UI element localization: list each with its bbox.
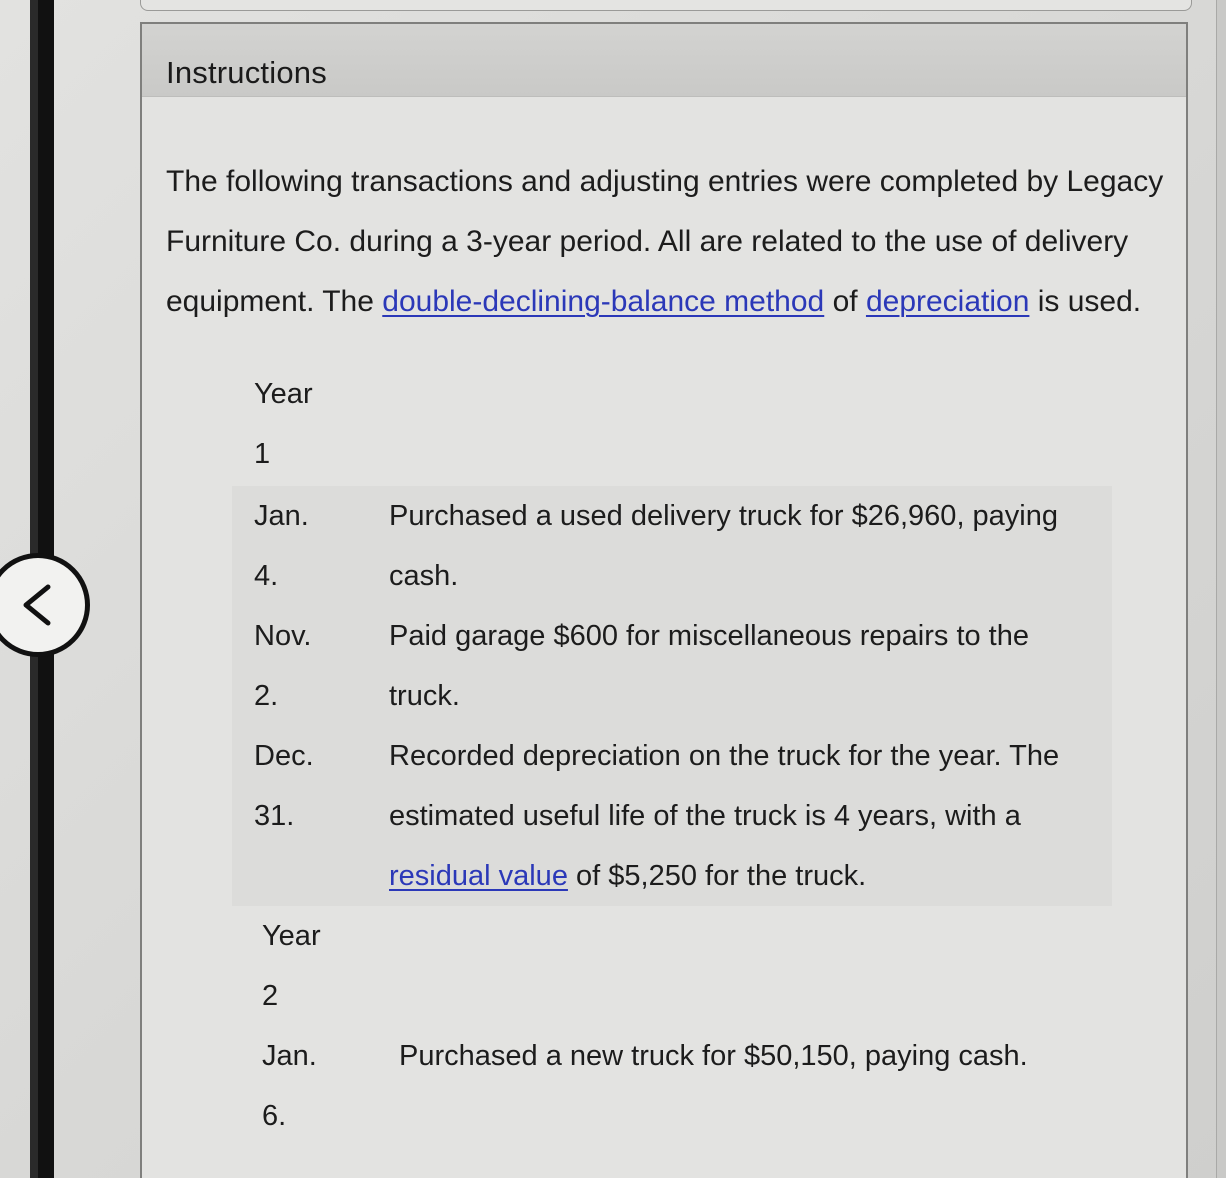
year-1-transactions <box>232 486 1112 906</box>
intro-text-1: The following transactions and adjusting entries were completed by Legacy Furniture Co. during a 3-year period. All are related to the use of delivery equipment. The <box>166 165 1164 318</box>
table-row <box>232 1026 1112 1146</box>
transaction-date <box>254 486 389 606</box>
intro-paragraph <box>166 152 1176 332</box>
date-month: Dec. <box>254 740 314 772</box>
description-line: cash. <box>389 560 459 592</box>
panel-title: Instructions <box>166 55 327 90</box>
description-line: estimated useful life of the truck is 4 years, with a <box>389 800 1021 832</box>
date-month: Jan. <box>262 1040 317 1072</box>
transaction-date <box>262 1026 399 1146</box>
transaction-date <box>254 726 389 906</box>
intro-text-3: is used. <box>1029 285 1142 318</box>
transactions-table <box>232 364 1112 1146</box>
description-line: Recorded depreciation on the truck for the year. The <box>389 740 1060 772</box>
date-day: 6. <box>262 1100 287 1132</box>
date-day: 4. <box>254 560 279 592</box>
year-1-label <box>232 364 1112 484</box>
transaction-date <box>254 606 389 726</box>
date-month: Nov. <box>254 620 312 652</box>
description-line: Purchased a new truck for $50,150, paying cash. <box>399 1040 1028 1072</box>
description-line: Purchased a used delivery truck for $26,960, paying <box>389 500 1059 532</box>
chevron-left-icon <box>18 583 58 627</box>
date-day: 2. <box>254 680 279 712</box>
top-frame <box>140 0 1192 11</box>
transaction-description <box>389 486 1112 606</box>
description-line: truck. <box>389 680 460 712</box>
right-edge <box>1216 0 1226 1178</box>
transaction-description <box>389 726 1112 906</box>
back-button[interactable] <box>0 553 90 657</box>
transaction-description <box>389 606 1112 726</box>
residual-value-link[interactable]: residual value <box>389 860 568 892</box>
panel-header <box>142 24 1186 97</box>
depreciation-link[interactable]: depreciation <box>865 285 1030 318</box>
date-day: 31. <box>254 800 295 832</box>
description-line: Paid garage $600 for miscellaneous repairs to the <box>389 620 1029 652</box>
table-row <box>232 726 1112 906</box>
year-number: 1 <box>254 438 271 470</box>
transaction-description <box>399 1026 1112 1146</box>
intro-text-2: of <box>824 285 866 318</box>
double-declining-balance-link[interactable]: double-declining-balance method <box>382 285 825 318</box>
instructions-panel <box>140 22 1188 1178</box>
date-month: Jan. <box>254 500 309 532</box>
year-2-label <box>232 906 1112 1026</box>
table-row <box>232 486 1112 606</box>
description-text: of $5,250 for the truck. <box>567 860 867 892</box>
year-word: Year <box>254 378 313 410</box>
table-row <box>232 606 1112 726</box>
year-number: 2 <box>262 980 279 1012</box>
description-line <box>389 846 1112 906</box>
year-word: Year <box>262 920 321 952</box>
